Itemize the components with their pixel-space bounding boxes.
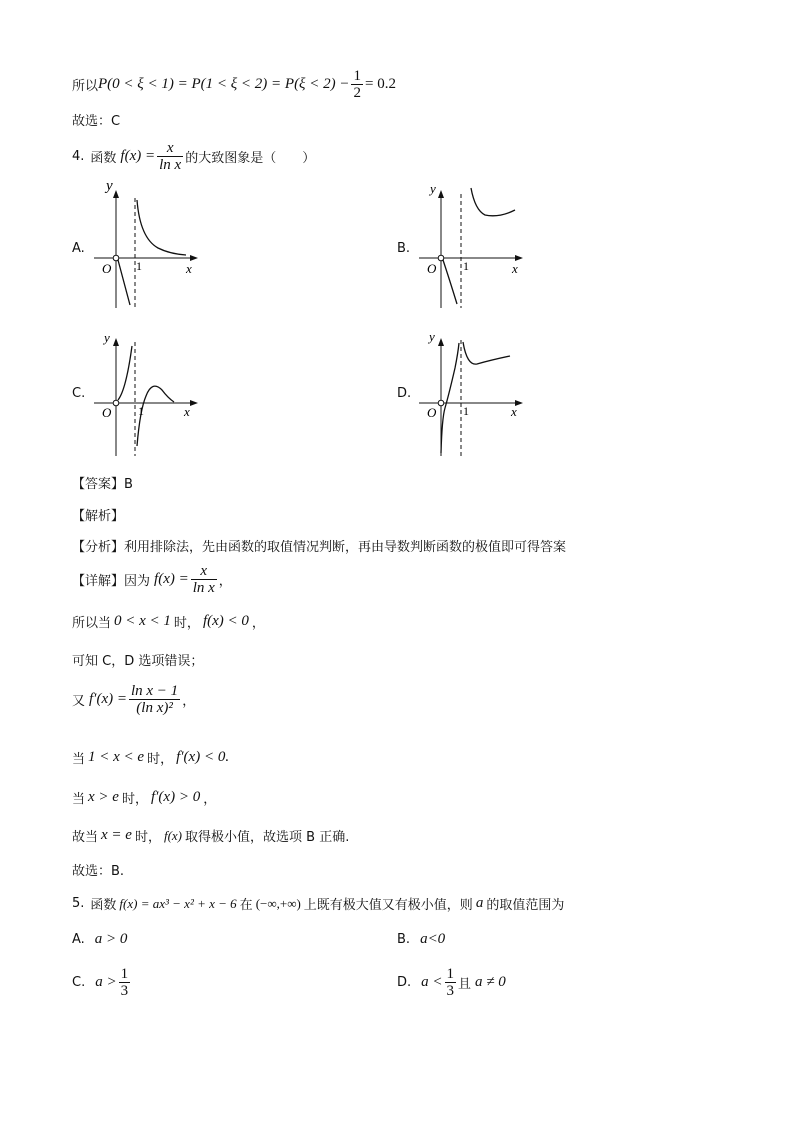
- q4-option-d-label: D.: [397, 386, 412, 401]
- q5-expr: f(x) = ax³ − x² + x − 6: [119, 895, 237, 911]
- line-3-fraction: [129, 683, 180, 716]
- line-6: [72, 826, 349, 845]
- line-1-cond: 0 < x < 1: [114, 613, 171, 629]
- q4-text-b: 的大致图象是（ ）: [185, 151, 316, 166]
- line-5: [72, 788, 216, 807]
- graph-d-y-arrow: [438, 338, 444, 346]
- q4-num: 4.: [72, 149, 85, 164]
- q5-option-c-label: C.: [72, 975, 86, 990]
- graph-b-y-label: y: [430, 181, 436, 196]
- fenxi-line: [72, 536, 566, 555]
- line-6-fx: f(x): [163, 827, 183, 843]
- graph-a: [90, 180, 205, 310]
- q5-num: 5.: [72, 896, 85, 911]
- prev-choose: 故选：C: [72, 114, 121, 129]
- q5-option-d-mid: 且: [458, 977, 472, 992]
- xj-fx: f(x) =: [154, 571, 189, 587]
- line-4-b: 时，: [147, 752, 174, 767]
- q5-option-a-text: a > 0: [94, 931, 128, 947]
- graph-a-origin-label: O: [102, 261, 112, 276]
- line-5-c: ，: [203, 792, 217, 807]
- graph-a-y-label: y: [106, 180, 113, 194]
- graph-d-origin-hole: [438, 400, 444, 406]
- line-4-cond: 1 < x < e: [88, 749, 145, 765]
- prev-line-1: [72, 68, 396, 101]
- graph-b-right-branch: [471, 188, 515, 216]
- q5-option-c-pre: a >: [95, 974, 117, 990]
- answer-choose: 故选：B.: [72, 864, 125, 879]
- graph-d-tick-one: 1: [463, 404, 469, 418]
- graph-d-right-branch: [463, 342, 510, 364]
- q5-option-d-num: 1: [446, 966, 455, 982]
- graph-b: [415, 180, 530, 310]
- xj-comma: ，: [218, 574, 232, 589]
- fenxi-tag: 【分析】: [72, 540, 125, 555]
- line-5-res: f′(x) > 0: [150, 789, 201, 805]
- graph-a-x-label: x: [186, 261, 192, 276]
- xj-fraction: [191, 563, 217, 596]
- graph-c: [90, 328, 205, 458]
- q5-option-d-tail: a ≠ 0: [475, 974, 506, 990]
- q5-option-c-den: 3: [120, 983, 129, 999]
- q4-text-a: 函数: [90, 151, 117, 166]
- line-3-a: 又: [72, 694, 86, 709]
- xiangjie-text: 因为: [124, 574, 151, 589]
- line-1-c: ，: [251, 616, 265, 631]
- xiangjie-tag: 【详解】: [72, 574, 125, 589]
- prev-fraction: [351, 68, 363, 101]
- q5-text-a: 函数: [90, 898, 117, 913]
- q5-var: a: [475, 895, 484, 911]
- q4-option-b-label: B.: [397, 241, 411, 256]
- graph-c-origin-hole: [113, 400, 119, 406]
- graph-d: [415, 328, 530, 458]
- line-6-c: 取得极小值，故选项 B 正确.: [185, 830, 350, 845]
- line-6-a: 故当: [72, 830, 99, 845]
- q5-option-d-label: D.: [397, 975, 412, 990]
- q5-option-a-label: A.: [72, 932, 85, 947]
- line-4-a: 当: [72, 752, 86, 767]
- line-6-b: 时，: [134, 830, 161, 845]
- graph-c-x-label: x: [184, 404, 190, 419]
- line-4: [72, 748, 232, 767]
- prev-expr: P(0 < ξ < 1) = P(1 < ξ < 2) = P(ξ < 2) −: [98, 76, 350, 92]
- q5-option-d-pre: a <: [421, 974, 443, 990]
- graph-b-origin-hole: [438, 255, 444, 261]
- graph-b-y-arrow: [438, 190, 444, 198]
- xj-frac-den: ln x: [192, 580, 215, 596]
- graph-c-y-label: y: [104, 330, 110, 345]
- q5-option-b: [397, 931, 445, 948]
- line-3-fx: f′(x) =: [89, 691, 127, 707]
- q5-option-b-label: B.: [397, 932, 411, 947]
- q4-option-c-label: C.: [72, 386, 86, 401]
- line-4-res: f′(x) < 0.: [176, 749, 230, 765]
- graph-c-origin-label: O: [102, 405, 112, 420]
- graph-a-origin-hole: [113, 255, 119, 261]
- graph-a-left-branch: [118, 260, 130, 305]
- q5-option-c-fraction: [119, 966, 131, 999]
- graph-d-x-label: x: [511, 404, 517, 419]
- q5-option-a: [72, 931, 127, 948]
- line-1-b: 时，: [173, 616, 200, 631]
- line-1-a: 所以当: [72, 616, 112, 631]
- prev-tail: = 0.2: [364, 76, 396, 92]
- line-1-res: f(x) < 0: [202, 613, 249, 629]
- xiangjie-line: [72, 563, 232, 596]
- line-5-a: 当: [72, 792, 86, 807]
- q5-option-d-den: 3: [446, 983, 455, 999]
- graph-a-right-branch: [137, 200, 186, 255]
- line-3-den: (ln x)²: [136, 700, 173, 716]
- line-3-b: ，: [182, 694, 196, 709]
- graph-b-origin-label: O: [427, 261, 437, 276]
- line-1: [72, 612, 265, 631]
- q4-fx: f(x) =: [120, 148, 156, 164]
- prev-frac-den: 2: [353, 85, 361, 101]
- fenxi-text: 利用排除法，先由函数的取值情况判断，再由导数判断函数的极值即可得答案: [124, 540, 567, 555]
- line-3-num: ln x − 1: [130, 683, 179, 699]
- q4-fraction: [157, 140, 183, 173]
- line-6-cond: x = e: [101, 827, 132, 843]
- graph-c-tick-one: 1: [138, 404, 144, 418]
- q5-option-c: [72, 966, 132, 999]
- q5-option-d-fraction: [445, 966, 457, 999]
- q5-option-b-text: a<0: [420, 931, 446, 947]
- q5-text-d: 的取值范围为: [486, 898, 565, 913]
- xj-frac-num: x: [191, 563, 217, 580]
- line-5-cond: x > e: [88, 789, 119, 805]
- graph-a-y-arrow: [113, 190, 119, 198]
- q5-stem: [72, 894, 564, 913]
- graph-b-left-branch: [443, 260, 457, 304]
- graph-d-y-label: y: [429, 329, 435, 344]
- q5-option-c-num: 1: [120, 966, 129, 982]
- q5-interval: (−∞,+∞): [255, 895, 301, 911]
- q4-frac-den: ln x: [159, 157, 182, 173]
- q4-frac-num: x: [157, 140, 183, 157]
- graph-b-tick-one: 1: [463, 259, 469, 273]
- graph-a-tick-one: 1: [136, 259, 142, 273]
- answer-line: 【答案】B: [72, 477, 133, 492]
- q4-stem: [72, 140, 315, 173]
- graph-c-y-arrow: [113, 338, 119, 346]
- q5-text-b: 在: [239, 898, 253, 913]
- prev-prefix: 所以: [72, 79, 99, 94]
- line-5-b: 时，: [121, 792, 148, 807]
- q4-option-a-label: A.: [72, 241, 85, 256]
- graph-c-left-branch: [118, 346, 132, 400]
- graph-d-left-branch: [441, 343, 459, 453]
- graph-d-origin-label: O: [427, 405, 437, 420]
- graph-b-x-label: x: [512, 261, 518, 276]
- q5-text-c: 上既有极大值又有极小值，则: [303, 898, 473, 913]
- q5-option-d: [397, 966, 506, 999]
- graph-c-x-arrow: [190, 400, 198, 406]
- line-2: 可知 C，D 选项错误；: [72, 654, 204, 669]
- line-3: [72, 683, 195, 716]
- analysis-heading: 【解析】: [72, 509, 125, 524]
- prev-frac-num: 1: [353, 68, 361, 84]
